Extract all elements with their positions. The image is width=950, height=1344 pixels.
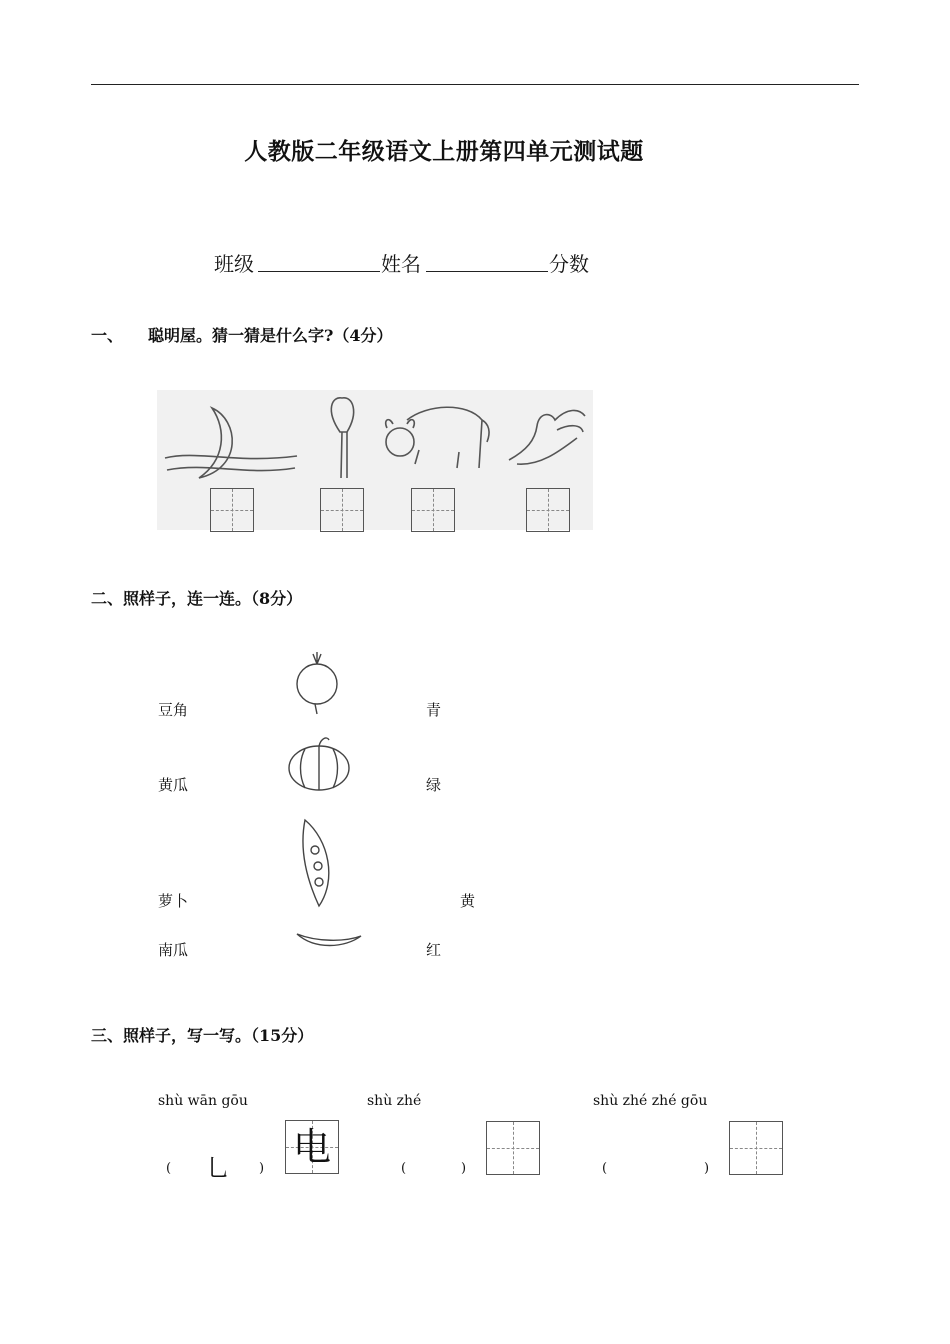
paren-close-1: ) <box>259 1161 265 1176</box>
paren-close-3: ) <box>704 1161 710 1176</box>
vegetable-pictures <box>285 650 365 960</box>
left-word-1: 豆角 <box>158 701 189 719</box>
section-3-heading: 三、照样子，写一写。（15分） <box>91 1026 314 1045</box>
write-grid-2[interactable] <box>486 1121 540 1175</box>
right-word-4: 红 <box>426 941 442 959</box>
hand-icon <box>509 410 585 464</box>
paren-open-3: ( <box>602 1161 608 1176</box>
section-1-num: 一、 <box>91 326 124 345</box>
score-label: 分数 <box>549 252 589 276</box>
paren-open-2: ( <box>401 1161 407 1176</box>
left-word-2: 黄瓜 <box>158 776 189 794</box>
pinyin-3: shù zhé zhé gōu <box>593 1093 708 1109</box>
riddle-picture-strip <box>157 390 593 530</box>
class-blank[interactable] <box>258 248 380 272</box>
stroke-example: 乚 <box>206 1154 230 1182</box>
answer-grid-3[interactable] <box>411 488 455 532</box>
name-label: 姓名 <box>381 252 421 276</box>
paren-close-2: ) <box>461 1161 467 1176</box>
section-2-heading: 二、照样子，连一连。（8分） <box>91 589 303 608</box>
left-word-3: 萝卜 <box>158 892 189 910</box>
tree-icon <box>331 398 353 478</box>
answer-grid-1[interactable] <box>210 488 254 532</box>
left-word-4: 南瓜 <box>158 941 189 959</box>
class-label: 班级 <box>214 252 254 276</box>
section-1-heading: 聪明屋。猜一猜是什么字?（4分） <box>148 326 393 345</box>
paren-open-1: ( <box>166 1161 172 1176</box>
ox-icon <box>386 407 489 468</box>
answer-grid-4[interactable] <box>526 488 570 532</box>
name-blank[interactable] <box>426 248 548 272</box>
cucumber-icon <box>297 934 361 946</box>
bean-pod-icon <box>303 820 329 906</box>
right-word-3: 黄 <box>460 892 476 910</box>
write-grid-3[interactable] <box>729 1121 783 1175</box>
right-word-2: 绿 <box>426 776 442 794</box>
right-word-1: 青 <box>426 701 442 719</box>
page-title: 人教版二年级语文上册第四单元测试题 <box>244 138 644 165</box>
top-rule <box>91 84 859 85</box>
pumpkin-icon <box>289 738 349 790</box>
answer-grid-2[interactable] <box>320 488 364 532</box>
example-char: 电 <box>292 1125 331 1169</box>
example-grid <box>285 1120 339 1174</box>
moon-icon <box>165 408 297 478</box>
pinyin-1: shù wān gōu <box>158 1093 248 1109</box>
pinyin-2: shù zhé <box>367 1093 422 1109</box>
radish-icon <box>297 652 337 714</box>
